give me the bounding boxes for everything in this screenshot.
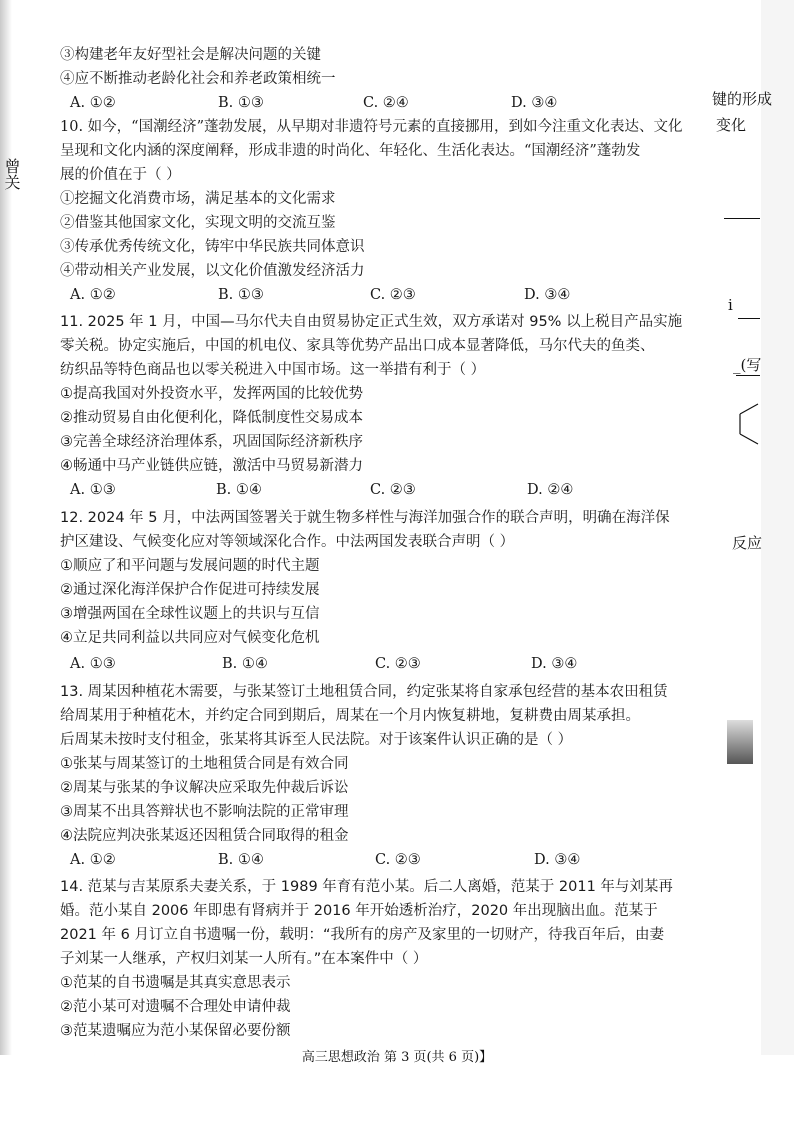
q9-choice-b: B. ①③ — [218, 95, 264, 111]
q10-choice-b: B. ①③ — [218, 287, 264, 303]
q12-option-2: ②通过深化海洋保护合作促进可持续发展 — [60, 582, 320, 598]
q9-choices — [70, 92, 590, 114]
q9-choice-d: D. ③④ — [511, 95, 558, 111]
q11-option-2: ②推动贸易自由化便利化，降低制度性交易成本 — [60, 410, 363, 426]
q9-option-3: ③构建老年友好型社会是解决问题的关键 — [60, 47, 321, 63]
q10-choice-c: C. ②③ — [370, 287, 416, 303]
page-footer: 高三思想政治 第 3 页(共 6 页)】 — [301, 1050, 493, 1065]
right-margin-rule-3 — [736, 375, 760, 376]
right-margin-hexagon-fragment — [738, 400, 762, 456]
q12-stem-1: 12. 2024 年 5 月，中法两国签署关于就生物多样性与海洋加强合作的联合声明，明确在海洋保 — [60, 510, 670, 526]
q9-option-4: ④应不断推动老龄化社会和养老政策相统一 — [60, 71, 336, 87]
q13-stem-1: 13. 周某因种植花木需要，与张某签订土地租赁合同，约定张某将自家承包经营的基本农田租赁 — [60, 684, 668, 700]
q12-choice-d: D. ③④ — [531, 656, 578, 672]
q11-stem-1: 11. 2025 年 1 月，中国—马尔代夫自由贸易协定正式生效，双方承诺对 95% 以上税目产品实施 — [60, 314, 683, 330]
q13-option-4: ④法院应判决张某返还因租赁合同取得的租金 — [60, 828, 349, 844]
q13-option-3: ③周某不出具答辩状也不影响法院的正常审理 — [60, 804, 349, 820]
q12-choice-a: A. ①③ — [70, 656, 116, 672]
q13-stem-3: 后周某未按时支付租金，张某将其诉至人民法院。对于该案件认识正确的是（ ） — [60, 732, 573, 748]
right-margin-fragment-4: _(写 — [733, 356, 762, 374]
q12-choices — [70, 653, 590, 675]
q10-stem-1: 10. 如今，“国潮经济”蓬勃发展，从早期对非遗符号元素的直接挪用，到如今注重文化表达、文化 — [60, 119, 683, 135]
q11-stem-2: 零关税。协定实施后，中国的机电仪、家具等优势产品出口成本显著降低，马尔代夫的鱼类、 — [60, 338, 655, 354]
q11-option-1: ①提高我国对外投资水平，发挥两国的比较优势 — [60, 386, 363, 402]
right-margin-rule-2 — [738, 318, 760, 319]
q12-choice-c: C. ②③ — [375, 656, 421, 672]
q13-option-2: ②周某与张某的争议解决应采取先仲裁后诉讼 — [60, 780, 349, 796]
q14-stem-3: 2021 年 6 月订立自书遗嘱一份，载明：“我所有的房产及家里的一切财产，待我百年后，由妻 — [60, 927, 664, 943]
q9-choice-a: A. ①② — [70, 95, 116, 111]
q13-choice-c: C. ②③ — [375, 852, 421, 868]
q10-choice-d: D. ③④ — [524, 287, 571, 303]
q10-option-3: ③传承优秀传统文化，铸牢中华民族共同体意识 — [60, 239, 365, 255]
q10-choices — [70, 284, 590, 306]
q14-stem-2: 婚。范小某自 2006 年即患有肾病并于 2016 年开始透析治疗，2020 年出现脑出血。范某于 — [60, 903, 658, 919]
q13-choice-d: D. ③④ — [534, 852, 581, 868]
q11-choice-d: D. ②④ — [527, 482, 574, 498]
q11-choices — [70, 479, 590, 501]
q11-option-4: ④畅通中马产业链供应链，激活中马贸易新潜力 — [60, 458, 363, 474]
q14-stem-1: 14. 范某与吉某原系夫妻关系，于 1989 年育有范小某。后二人离婚，范某于 2011 年与刘某再 — [60, 879, 673, 895]
q13-option-1: ①张某与周某签订的土地租赁合同是有效合同 — [60, 756, 349, 772]
q14-option-2: ②范小某可对遗嘱不合理处申请仲裁 — [60, 999, 291, 1015]
q9-choice-c: C. ②④ — [363, 95, 409, 111]
q14-option-3: ③范某遗嘱应为范小某保留必要份额 — [60, 1023, 291, 1039]
q11-stem-3: 纺织品等特色商品也以零关税进入中国市场。这一举措有利于（ ） — [60, 362, 486, 378]
q12-choice-b: B. ①④ — [222, 656, 268, 672]
right-margin-fragment-3: i — [728, 296, 733, 314]
q10-stem-3: 展的价值在于（ ） — [60, 167, 181, 183]
q11-choice-a: A. ①③ — [70, 482, 116, 498]
q12-option-3: ③增强两国在全球性议题上的共识与互信 — [60, 606, 320, 622]
q13-stem-2: 给周某用于种植花木，并约定合同到期后，周某在一个月内恢复耕地，复耕费由周某承担。 — [60, 708, 640, 724]
q10-option-2: ②借鉴其他国家文化，实现文明的交流互鉴 — [60, 215, 336, 231]
right-margin-rule-1 — [724, 218, 760, 219]
adjacent-page-edge — [761, 0, 794, 1123]
q10-choice-a: A. ①② — [70, 287, 116, 303]
right-margin-smudge — [727, 720, 753, 764]
q13-choice-a: A. ①② — [70, 852, 116, 868]
right-margin-fragment-1: 键的形成 — [712, 90, 773, 108]
q12-option-1: ①顺应了和平问题与发展问题的时代主题 — [60, 558, 320, 574]
q13-choice-b: B. ①④ — [218, 852, 264, 868]
q13-choices — [70, 849, 590, 871]
q11-option-3: ③完善全球经济治理体系，巩固国际经济新秩序 — [60, 434, 363, 450]
right-margin-fragment-2: 变化 — [716, 116, 747, 134]
q10-option-4: ④带动相关产业发展，以文化价值激发经济活力 — [60, 263, 365, 279]
q10-stem-2: 呈现和文化内涵的深度阐释，形成非遗的时尚化、年轻化、生活化表达。“国潮经济”蓬勃发 — [60, 143, 641, 159]
q12-option-4: ④立足共同利益以共同应对气候变化危机 — [60, 630, 320, 646]
left-margin-text: 曾关 — [2, 158, 21, 190]
bottom-margin — [0, 1055, 794, 1123]
right-margin-fragment-5: 反应 — [732, 534, 763, 552]
q14-option-1: ①范某的自书遗嘱是其真实意思表示 — [60, 975, 291, 991]
q11-choice-b: B. ①④ — [216, 482, 262, 498]
q14-stem-4: 子刘某一人继承，产权归刘某一人所有。”在本案件中（ ） — [60, 951, 428, 967]
q12-stem-2: 护区建设、气候变化应对等领域深化合作。中法两国发表联合声明（ ） — [60, 534, 515, 550]
q10-option-1: ①挖掘文化消费市场，满足基本的文化需求 — [60, 191, 336, 207]
q11-choice-c: C. ②③ — [370, 482, 416, 498]
